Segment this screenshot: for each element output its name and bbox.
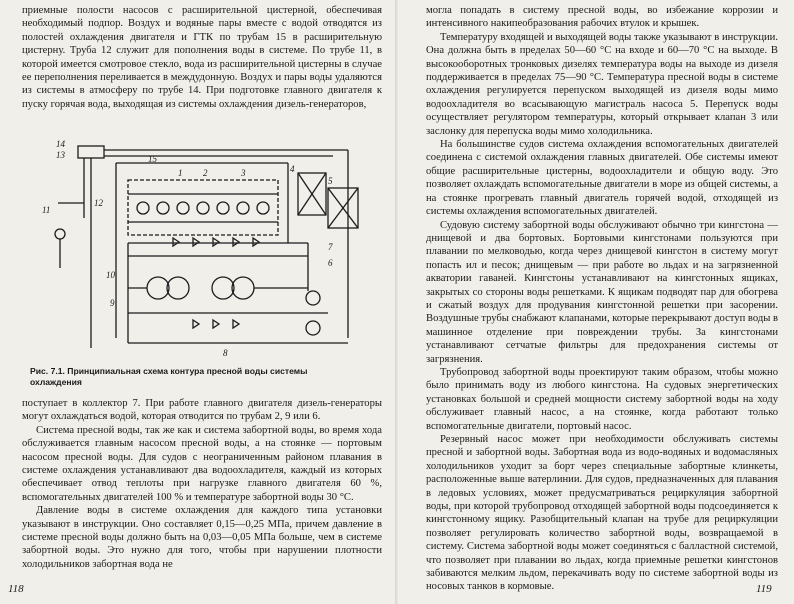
- paragraph: Резервный насос может при необходимости обслуживать системы пресной и забортной воды. Забортная вода из водо-водяных и водомасляных холодильников уходит за борт через специальные забортные клинкеты, расположенные выше ватерлинии. Для судов, предназначенных для плавания в ледовых условиях, может предусматриваться рециркуляция забортной воды, при которой трубопровод отходящей забортной воды подсоединяется к кингстонному ящику. Разобщительный клапан на трубе для рециркуляции позволяет регулировать количество забортной воды, возвращаемой в систему. Система забортной воды может соединяться с балластной системой, что позволяет при плавании во льдах, когда приемные решетки кингстонов забиваются мелким льдом, перекачивать воду по системе забортной воды из носовых танков в кормовые.: [426, 434, 778, 593]
- label-1: 1: [178, 168, 183, 178]
- label-7: 7: [328, 242, 333, 252]
- paragraph: поступает в коллектор 7. При работе главного двигателя дизель-генераторы могут охлаждаться водой, которая отводится по трубам 2, 9 или 6.: [22, 398, 382, 423]
- label-5: 5: [328, 176, 333, 186]
- paragraph: На большинстве судов система охлаждения вспомогательных двигателей соединена с системой охлаждения главных двигателей. Обе системы имеют общие расширительные цистерны, водоохладители и общую воду. Это позволяет охлаждать вспомогательные двигатели в море из общей системы, а на стоянке прогревать главный двигатель горячей водой, отходящей из системы охлаждения вспомогательных двигателей.: [426, 139, 778, 218]
- right-text: [426, 4, 778, 594]
- label-10: 10: [106, 270, 115, 280]
- label-3: 3: [241, 168, 246, 178]
- page-number: 119: [756, 583, 772, 595]
- paragraph: Судовую систему забортной воды обслуживают обычно три кингстона — днищевой и два бортовых. Бортовыми кингстонами пользуются при плавании по мелководью, когда через днищевой кингстон в систему могут попасть ил и песок; днищевым — при работе во льдах и на загрязненной акватории гаваней. Кингстоны устанавливают на кингстонных ящиках, закрытых со стороны воды решетками. К ящикам подводят пар для обогрева и сжатый воздух для продувания кингстонной решетки при засорении. Воздушные трубы снабжают клапанами, которые перекрывают доступ воды в машинное отделение при повреждении трубы. За кингстонами устанавливают сетчатые фильтры для предохранения системы от загрязнения.: [426, 219, 778, 365]
- left-bottom-text: [22, 397, 382, 571]
- label-12: 12: [94, 198, 103, 208]
- paragraph: Трубопровод забортной воды проектируют таким образом, чтобы можно было принимать воду из любого кингстона. На судовых энергетических установках большой и средней мощности систему забортной воды на ходу обслуживает главный насос, а на стоянке, когда работают только вспомогательные двигатели, портовый насос.: [426, 366, 778, 432]
- paragraph: Температуру входящей и выходящей воды также указывают в инструкции. Она должна быть в пределах 50—60 °С на входе и 60—70 °С на выходе. В высокооборотных тронковых дизелях температура воды на выходе из дизеля поддерживается в пределах 75—90 °С. Температура пресной воды в системе охлаждения регулируется перепуском выходящей из дизеля воды мимо водоохладителя во всасывающую магистраль насоса 5. Перепуск воды осуществляет регулятором температуры, который открывает клапан 3 или заслонку для перепуска воды мимо холодильника.: [426, 31, 778, 137]
- page-number: 118: [8, 583, 24, 595]
- left-top-text: [22, 4, 382, 111]
- label-11: 11: [42, 205, 51, 215]
- paragraph: Давление воды в системе охлаждения для каждого типа установки указывают в инструкции. Оно составляет 0,15—0,25 МПа, причем давление в системе пресной воды должно быть на 0,03—0,05 МПа больше, чем в системе забортной воды. Это нужно для того, чтобы при нарушении плотности холодильников забортная вода не: [22, 505, 382, 570]
- figure-caption: Рис. 7.1. Принципиальная схема контура пресной воды системы охлаждения: [30, 366, 308, 387]
- label-13: 13: [56, 150, 65, 160]
- label-2: 2: [203, 168, 208, 178]
- right-page: [398, 0, 794, 604]
- paragraph: Система пресной воды, так же как и система забортной воды, во время хода обслуживается главным насосом пресной воды, а на стоянке — портовым насосом пресной воды. Для судов с неограниченным районом плавания в системе охлаждения устанавливают два водоохладителя, каждый из которых обеспечивает отвод теплоты при нагрузке главного двигателя 60 %, вспомогательных двигателей 100 % и температуре забортной воды 30 °С.: [22, 424, 382, 503]
- label-4: 4: [290, 164, 295, 174]
- label-9: 9: [110, 298, 115, 308]
- paragraph: могла попадать в систему пресной воды, во избежание коррозии и интенсивного накипеобразования рабочих втулок и крышек.: [426, 5, 778, 30]
- cooling-circuit-diagram: [28, 138, 373, 363]
- label-15: 15: [148, 154, 157, 164]
- label-14: 14: [56, 139, 65, 149]
- label-8: 8: [223, 348, 228, 358]
- paragraph: приемные полости насосов с расширительной цистерной, обеспечивая необходимый подпор. Воздух и водяные пары вместе с водой отводятся из полостей охлаждения двигателя и ГТК по трубам 15 в расширительную цистерну. Труба 12 служит для пополнения воды в системе. По трубе 11, в которой имеется смотровое стекло, вода из расширительной цистерны в случае ее переполнения переливается в междудонную. Воздух и пары воды удаляются из системы в атмосферу по трубе 14. При подготовке главного двигателя к пуску горячая вода, выходящая из системы охлаждения дизель-генераторов,: [22, 5, 382, 110]
- label-6: 6: [328, 258, 333, 268]
